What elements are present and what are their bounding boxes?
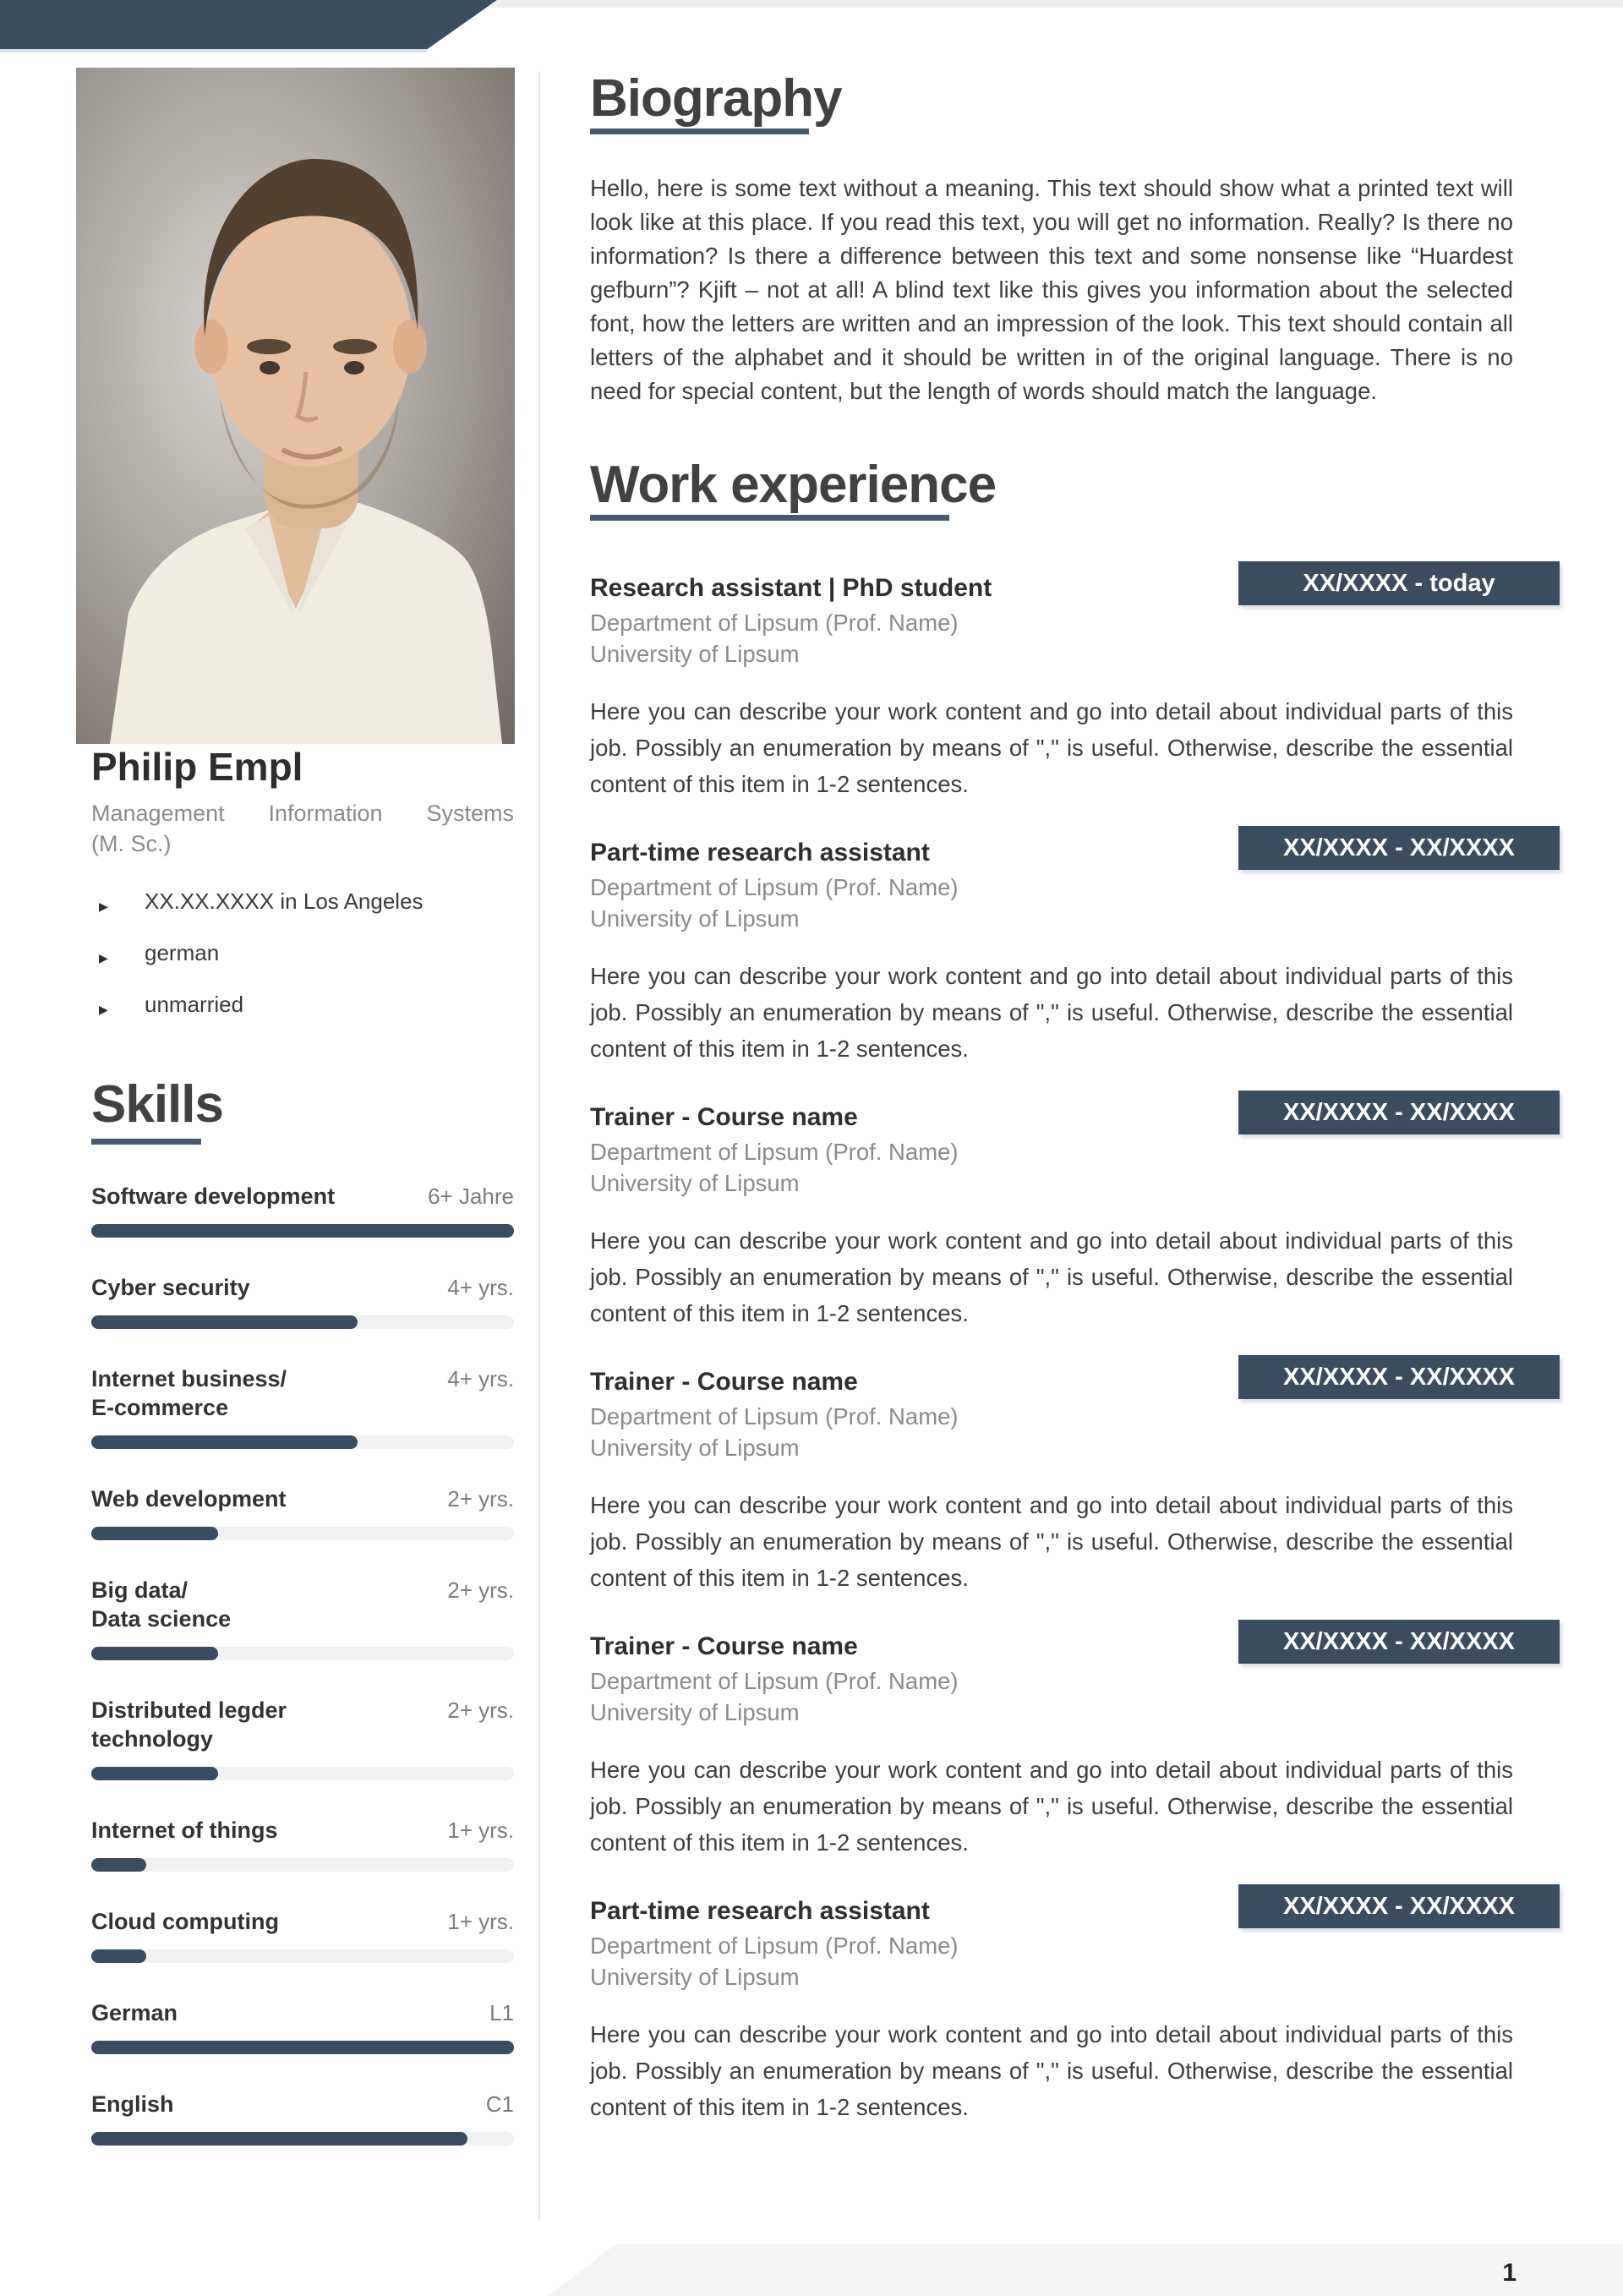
skill-label: Big data/	[91, 1577, 189, 1603]
skills-list	[91, 1182, 514, 2146]
skill-row	[91, 1182, 514, 1238]
entry-description: Here you can describe your work content and go into detail about individual parts of this job. Possibly an enumeration by means of "," is useful. Otherwise, describe the essential content of this item in 1-2 sentences.	[590, 2021, 1513, 2120]
entry-university: University of Lipsum	[590, 1435, 800, 1461]
header-banner	[0, 0, 497, 49]
skill-value: 1+ yrs.	[447, 1818, 514, 1843]
date-badge: XX/XXXX - XX/XXXX	[1238, 1884, 1560, 1928]
skills-heading-rule	[91, 1139, 201, 1145]
skill-row	[91, 1816, 514, 1872]
personal-details	[91, 888, 514, 1019]
skill-row	[91, 1484, 514, 1540]
sidebar	[76, 68, 516, 2181]
entry-title: Trainer - Course name	[590, 1632, 858, 1660]
languages-list	[91, 1998, 514, 2146]
language-level: L1	[489, 2000, 514, 2025]
skill-label: Internet of things	[91, 1818, 278, 1843]
entry-department: Department of Lipsum (Prof. Name)	[590, 874, 959, 900]
skill-row	[91, 1576, 514, 1660]
work-entry	[590, 834, 1515, 1067]
skill-bar-fill	[91, 1435, 358, 1449]
language-row	[91, 2090, 514, 2146]
date-badge: XX/XXXX - today	[1238, 561, 1560, 605]
entry-university: University of Lipsum	[590, 1699, 800, 1725]
skill-value: 2+ yrs.	[447, 1697, 514, 1723]
degree-line-2: (M. Sc.)	[91, 831, 172, 856]
entry-description: Here you can describe your work content and go into detail about individual parts of this job. Possibly an enumeration by means of "," is useful. Otherwise, describe the essential content of this item in 1-2 sentences.	[590, 1492, 1513, 1591]
skill-label: Software development	[91, 1184, 336, 1209]
language-level: C1	[485, 2091, 514, 2117]
skills-heading: Skills	[91, 1075, 223, 1134]
biography-text: Hello, here is some text without a meaning. This text should show what a printed text will look like at this place. If you read this text, you will get no information. Really? Is there no information? Is there a difference between this text and some nonsense like “Huardest gefburn”? Kjift – not at all! A blind text like this gives you information about the selected font, how the letters are written and an impression of the look. This text should contain all letters of the alphabet and it should be written in of the original language. There is no need for special content, but the length of words should match the language.	[590, 175, 1513, 404]
entry-title: Trainer - Course name	[590, 1368, 858, 1396]
entry-description: Here you can describe your work content and go into detail about individual parts of this job. Possibly an enumeration by means of "," is useful. Otherwise, describe the essential content of this item in 1-2 sentences.	[590, 963, 1513, 1062]
date-badge: XX/XXXX - XX/XXXX	[1238, 1091, 1560, 1134]
skill-bar-fill	[91, 1647, 218, 1660]
top-edge-strip	[473, 0, 1623, 8]
skill-bar-track	[91, 2132, 514, 2146]
date-badge: XX/XXXX - XX/XXXX	[1238, 1355, 1560, 1399]
work-entry	[590, 1628, 1515, 1861]
entry-title: Part-time research assistant	[590, 839, 930, 866]
detail-item-nationality	[91, 939, 514, 967]
skill-value: 4+ yrs.	[447, 1275, 514, 1300]
entry-description: Here you can describe your work content and go into detail about individual parts of this job. Possibly an enumeration by means of "," is useful. Otherwise, describe the essential content of this item in 1-2 sentences.	[590, 1227, 1513, 1326]
skill-bar-track	[91, 2041, 514, 2054]
skill-bar-fill	[91, 1315, 358, 1329]
work-entries	[590, 570, 1515, 2125]
skill-label: Internet business/	[91, 1366, 287, 1391]
skill-value: 2+ yrs.	[447, 1486, 514, 1512]
person-degree	[91, 798, 514, 859]
detail-text: german	[145, 940, 220, 965]
skill-bar-track	[91, 1527, 514, 1540]
biography-heading-rule	[590, 128, 809, 134]
skill-label-line-2: E-commerce	[91, 1395, 229, 1420]
page-number: 1	[1502, 2259, 1516, 2287]
work-entry	[590, 570, 1513, 802]
skill-label: Cloud computing	[91, 1909, 279, 1934]
skill-row	[91, 1696, 514, 1780]
triangle-bullet-icon: ▶	[99, 899, 108, 913]
entry-department: Department of Lipsum (Prof. Name)	[590, 1139, 959, 1165]
work-entry	[590, 1893, 1515, 2125]
entry-department: Department of Lipsum (Prof. Name)	[590, 1932, 959, 1959]
person-name: Philip Empl	[91, 745, 303, 789]
skill-bar-track	[91, 1647, 514, 1660]
skill-bar-track	[91, 1767, 514, 1780]
column-divider	[538, 72, 540, 2220]
skill-label-line-2: Data science	[91, 1606, 232, 1632]
skill-label: Distributed legder	[91, 1697, 287, 1723]
entry-university: University of Lipsum	[590, 1170, 800, 1196]
entry-university: University of Lipsum	[590, 905, 800, 932]
entry-description: Here you can describe your work content and go into detail about individual parts of this job. Possibly an enumeration by means of "," is useful. Otherwise, describe the essential content of this item in 1-2 sentences.	[590, 698, 1513, 797]
skill-bar-fill	[91, 1949, 146, 1963]
detail-text: XX.XX.XXXX in Los Angeles	[145, 888, 424, 914]
skill-row	[91, 1907, 514, 1963]
entry-department: Department of Lipsum (Prof. Name)	[590, 1668, 959, 1694]
skill-bar-fill	[91, 1527, 218, 1540]
language-row	[91, 1998, 514, 2054]
skill-bar-track	[91, 1315, 514, 1329]
skill-bar-track	[91, 1858, 514, 1872]
skill-bar-fill	[91, 1858, 146, 1872]
work-entry	[590, 1099, 1515, 1331]
language-label: German	[91, 2000, 178, 2025]
skill-label-line-2: technology	[91, 1726, 214, 1752]
skill-bar-fill	[91, 2041, 514, 2054]
date-badge: XX/XXXX - XX/XXXX	[1238, 826, 1560, 870]
triangle-bullet-icon: ▶	[99, 1003, 108, 1016]
entry-university: University of Lipsum	[590, 1964, 800, 1990]
skill-value: 6+ Jahre	[428, 1184, 514, 1209]
skill-value: 2+ yrs.	[447, 1577, 514, 1603]
detail-text: unmarried	[145, 992, 244, 1017]
biography-heading: Biography	[590, 69, 842, 128]
triangle-bullet-icon: ▶	[99, 951, 108, 965]
skill-bar-fill	[91, 1224, 514, 1238]
work-experience-heading: Work experience	[590, 456, 997, 514]
degree-line-1: Management Information Systems	[91, 801, 514, 826]
skill-bar-track	[91, 1949, 514, 1963]
skill-row	[91, 1364, 514, 1449]
skill-row	[91, 1273, 514, 1329]
main-column	[590, 69, 1515, 2161]
entry-description: Here you can describe your work content and go into detail about individual parts of this job. Possibly an enumeration by means of "," is useful. Otherwise, describe the essential content of this item in 1-2 sentences.	[590, 1757, 1513, 1856]
date-badge: XX/XXXX - XX/XXXX	[1238, 1620, 1560, 1664]
skill-label: Cyber security	[91, 1275, 250, 1300]
entry-department: Department of Lipsum (Prof. Name)	[590, 1403, 959, 1430]
work-experience-heading-rule	[590, 515, 949, 521]
footer-strip	[548, 2244, 1623, 2296]
portrait-illustration	[76, 68, 515, 744]
entry-title: Research assistant | PhD student	[590, 574, 992, 602]
skill-value: 1+ yrs.	[447, 1909, 514, 1934]
skill-value: 4+ yrs.	[447, 1366, 514, 1391]
entry-title: Part-time research assistant	[590, 1897, 930, 1925]
skill-bar-fill	[91, 1767, 218, 1780]
skill-label: Web development	[91, 1486, 287, 1512]
work-entry	[590, 1364, 1515, 1596]
detail-item-marital-status	[91, 991, 514, 1019]
skill-bar-track	[91, 1435, 514, 1449]
entry-title: Trainer - Course name	[590, 1103, 858, 1131]
language-label: English	[91, 2091, 174, 2117]
skill-bar-fill	[91, 2132, 467, 2146]
entry-university: University of Lipsum	[590, 641, 800, 667]
entry-department: Department of Lipsum (Prof. Name)	[590, 610, 959, 636]
profile-photo	[76, 68, 515, 744]
detail-item-birth	[91, 888, 514, 916]
skill-bar-track	[91, 1224, 514, 1238]
header-banner-shadow	[0, 49, 427, 52]
